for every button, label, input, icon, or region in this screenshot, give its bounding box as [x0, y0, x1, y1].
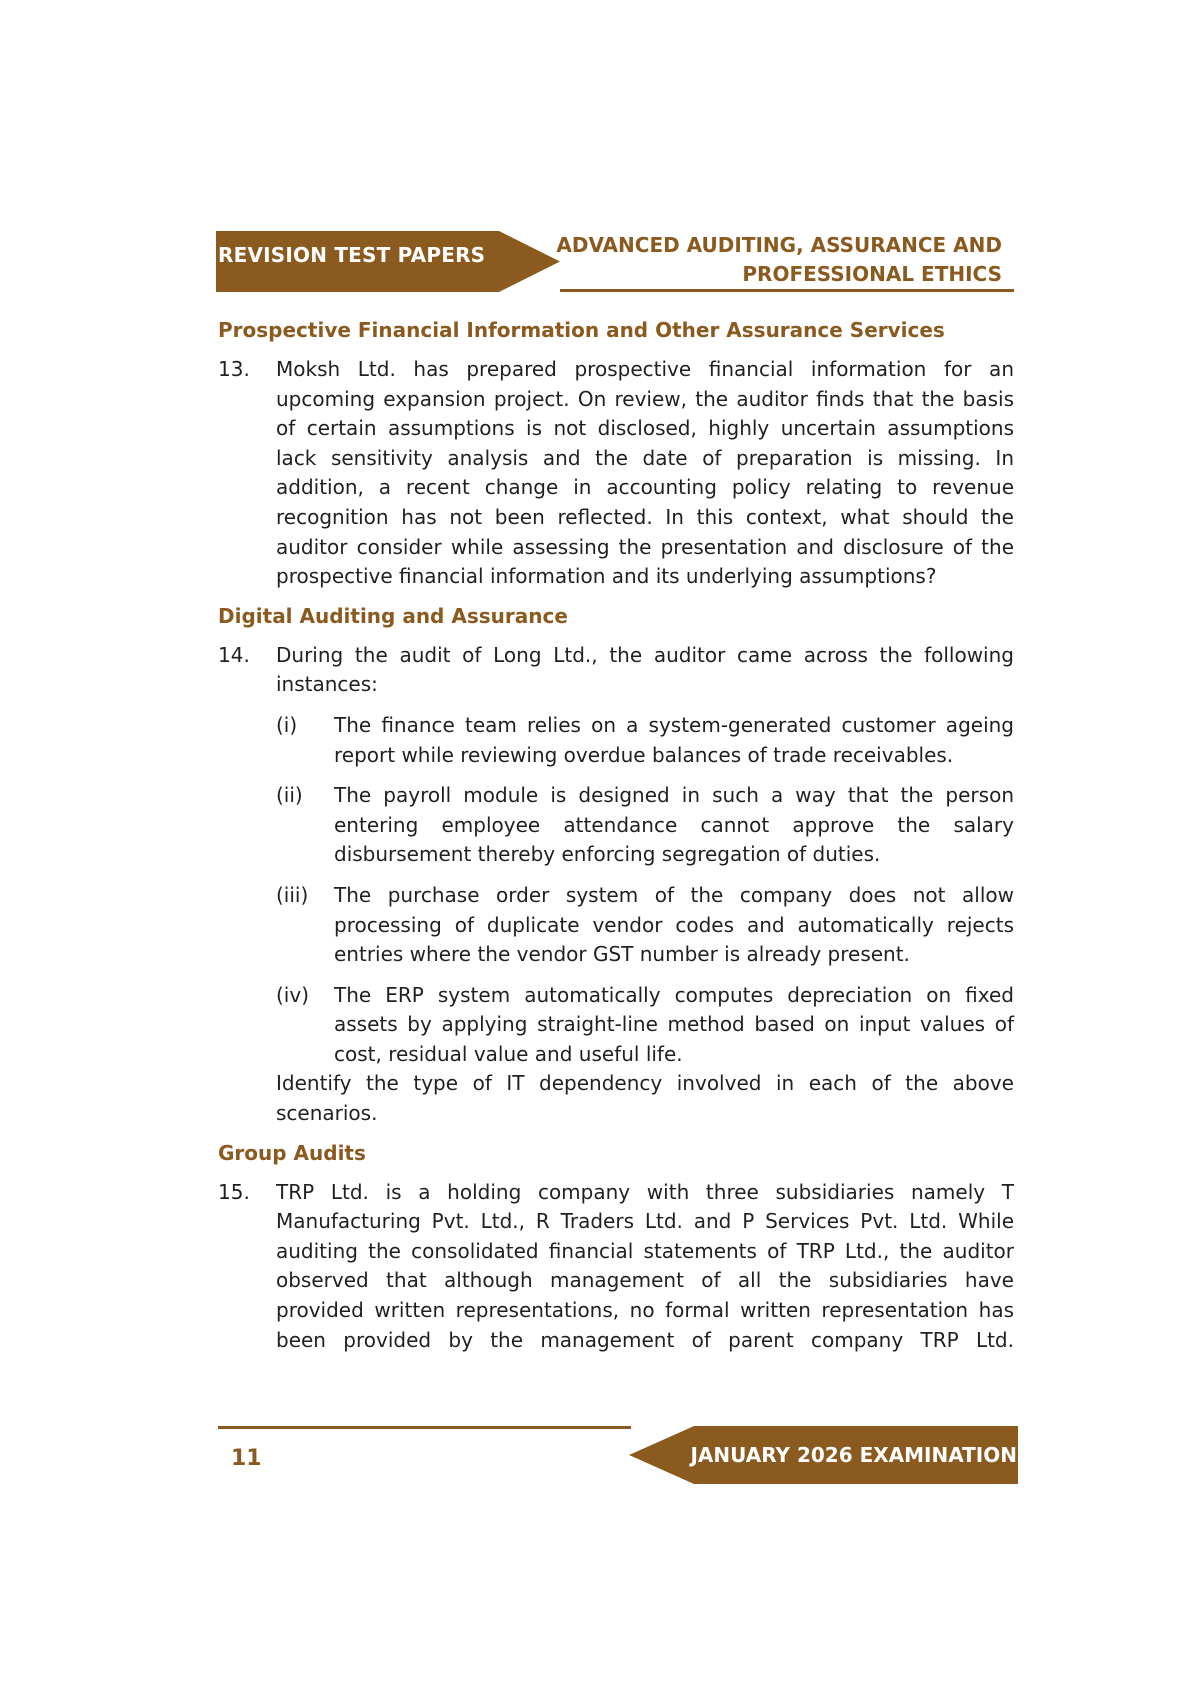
question-number: 14. — [218, 642, 250, 667]
question-text: During the audit of Long Ltd., the auditor came across the following instances: — [276, 642, 1014, 697]
header-title-line2: PROFESSIONAL ETHICS — [742, 262, 1002, 286]
list-item-number: (iv) — [276, 982, 309, 1007]
section-heading-prospective: Prospective Financial Information and Other Assurance Services — [218, 318, 945, 342]
question-instruction: Identify the type of IT dependency involved in each of the above scenarios. — [276, 1071, 1014, 1126]
list-item — [276, 981, 1014, 1070]
question-text: Moksh Ltd. has prepared prospective financial information for an upcoming expansion project. On review, the auditor finds that the basis of certain assumptions is not disclosed, highly uncertain assumptions lack sensitivity analysis and the date of preparation is missing. In addition, a recent change in accounting policy relating to revenue recognition has not been reflected. In this context, what should the auditor consider while assessing the presentation and disclosure of the prospective financial information and its underlying assumptions? — [276, 357, 1014, 589]
header-left-label: REVISION TEST PAPERS — [218, 243, 486, 267]
list-item — [276, 711, 1014, 770]
header-title — [556, 231, 1002, 289]
page-content — [218, 316, 1014, 1365]
list-item-number: (i) — [276, 712, 298, 737]
list-item — [276, 881, 1014, 970]
footer-exam-label: JANUARY 2026 EXAMINATION — [690, 1443, 1017, 1467]
header-divider — [560, 289, 1014, 292]
list-item-number: (ii) — [276, 783, 303, 808]
section-heading-group-audits: Group Audits — [218, 1140, 366, 1165]
list-item — [276, 781, 1014, 870]
question-14 — [218, 641, 1014, 1129]
list-item-text: The ERP system automatically computes depreciation on fixed assets by applying straight-line method based on input values of cost, residual value and useful life. — [334, 982, 1014, 1066]
question-15 — [218, 1178, 1014, 1356]
question-number: 13. — [218, 357, 250, 381]
question-text: TRP Ltd. is a holding company with three subsidiaries namely T Manufacturing Pvt. Ltd., R Traders Ltd. and P Services Pvt. Ltd. While auditing the consolidated financial statements of TRP Ltd., the auditor observed that although management of all the subsidiaries have provided written representations, no formal written representation has been provided by the management of parent company TRP Ltd. — [276, 1179, 1014, 1352]
list-item-number: (iii) — [276, 882, 309, 907]
question-number: 15. — [218, 1179, 250, 1204]
header-title-line1: ADVANCED AUDITING, ASSURANCE AND — [556, 233, 1002, 257]
list-item-text: The purchase order system of the company does not allow processing of duplicate vendor codes and automatically rejects entries where the vendor GST number is already present. — [334, 882, 1014, 967]
page-number: 11 — [231, 1446, 262, 1471]
question-13 — [218, 355, 1014, 592]
list-item-text: The payroll module is designed in such a way that the person entering employee attendance cannot approve the salary disbursement thereby enforcing segregation of duties. — [334, 783, 1014, 867]
list-item-text: The finance team relies on a system-generated customer ageing report while reviewing overdue balances of trade receivables. — [334, 712, 1014, 767]
footer-divider — [218, 1426, 631, 1429]
section-heading-digital: Digital Auditing and Assurance — [218, 603, 568, 628]
